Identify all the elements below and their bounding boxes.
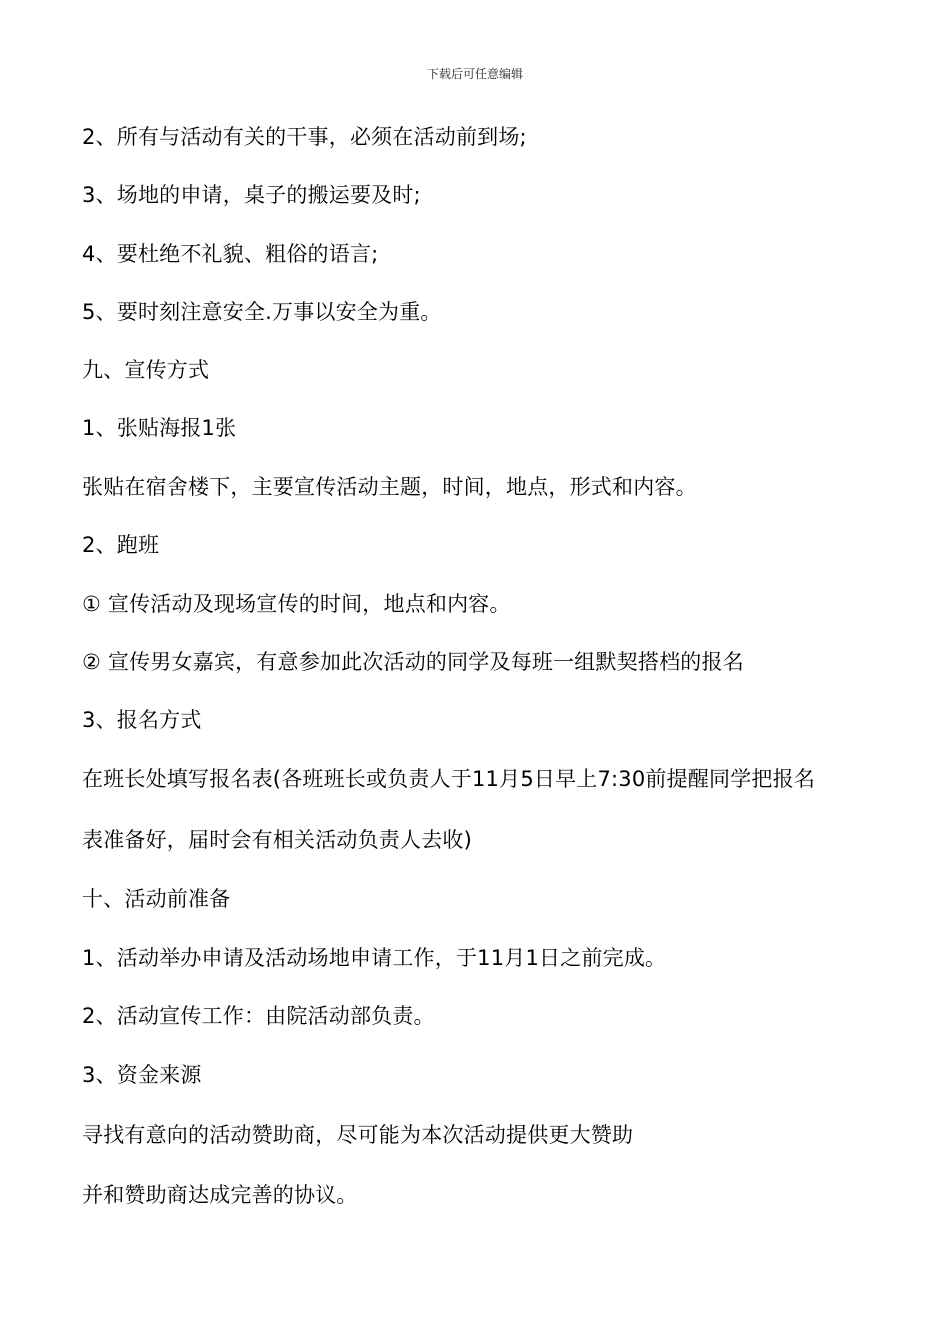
registration-detail-line-2: 表准备好，届时会有相关活动负责人去收) [82,828,472,852]
publicity-item-2: 2、跑班 [82,533,160,557]
rule-line-4: 4、要杜绝不礼貌、粗俗的语言; [82,242,379,266]
section-heading-publicity: 九、宣传方式 [82,358,210,382]
registration-detail-line-1: 在班长处填写报名表(各班班长或负责人于11月5日早上7:30前提醒同学把报名 [82,767,816,791]
section-heading-preparation: 十、活动前准备 [82,887,231,911]
publicity-item-1-detail: 张贴在宿舍楼下，主要宣传活动主题，时间，地点，形式和内容。 [82,475,697,499]
funding-detail-line-2: 并和赞助商达成完善的协议。 [82,1183,358,1207]
preparation-item-3: 3、资金来源 [82,1063,202,1087]
rule-line-5: 5、要时刻注意安全.万事以安全为重。 [82,300,442,324]
preparation-item-2: 2、活动宣传工作：由院活动部负责。 [82,1004,435,1028]
preparation-item-1: 1、活动举办申请及活动场地申请工作，于11月1日之前完成。 [82,946,667,970]
rule-line-2: 2、所有与活动有关的干事，必须在活动前到场; [82,125,527,149]
publicity-item-2-point-2: ② 宣传男女嘉宾，有意参加此次活动的同学及每班一组默契搭档的报名 [82,650,744,674]
publicity-item-2-point-1: ① 宣传活动及现场宣传的时间，地点和内容。 [82,592,511,616]
publicity-item-1: 1、张贴海报1张 [82,416,237,440]
funding-detail-line-1: 寻找有意向的活动赞助商，尽可能为本次活动提供更大赞助 [82,1123,634,1147]
rule-line-3: 3、场地的申请，桌子的搬运要及时; [82,183,421,207]
publicity-item-3: 3、报名方式 [82,708,202,732]
page-header-note: 下载后可任意编辑 [426,67,523,81]
